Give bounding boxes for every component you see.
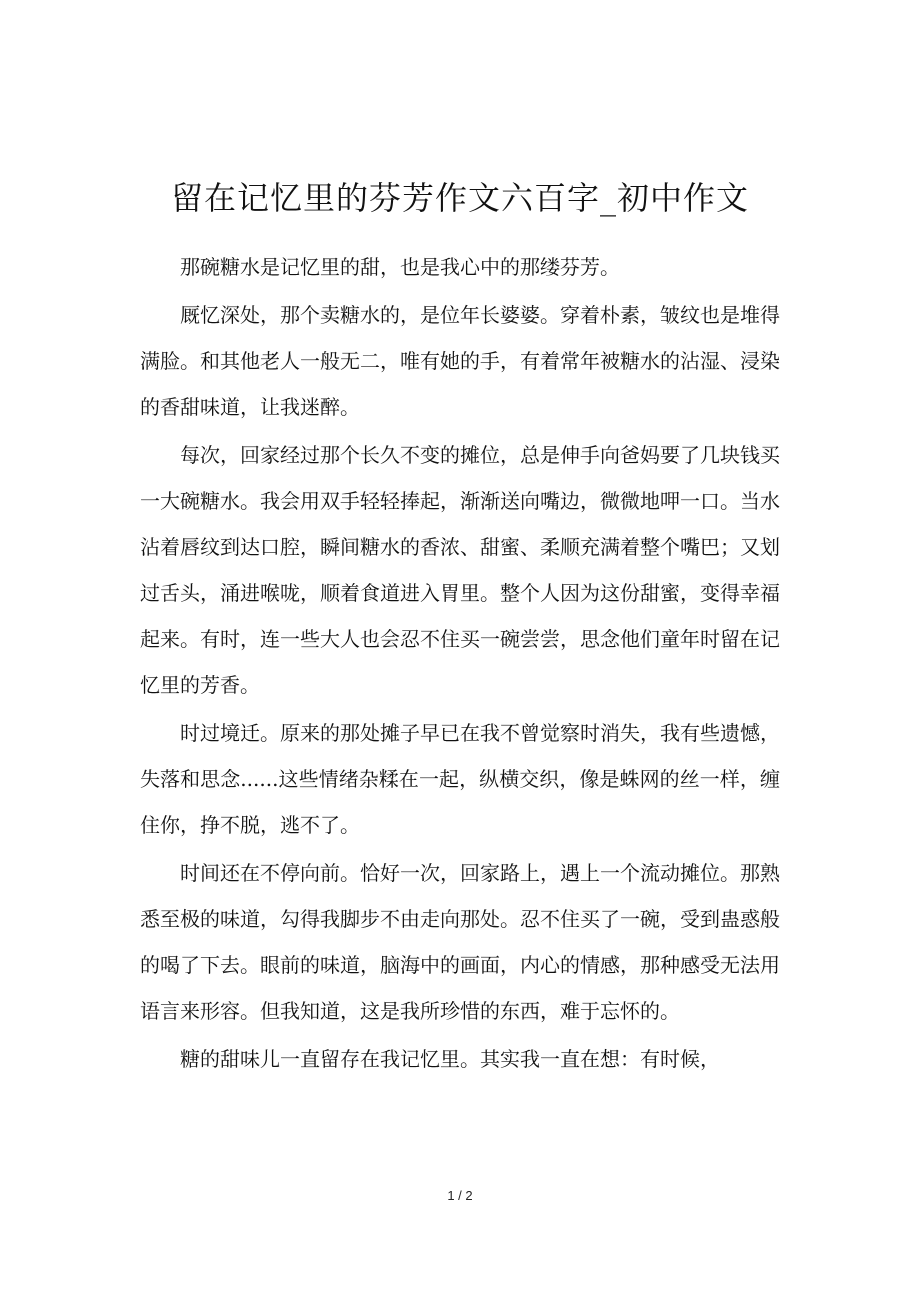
- paragraph-5: 时间还在不停向前。恰好一次，回家路上，遇上一个流动摊位。那熟悉至极的味道，勾得我脚步不由走向那处。忍不住买了一碗，受到蛊惑般的喝了下去。眼前的味道，脑海中的画面，内心的情感，那种感受无法用语言来形容。但我知道，这是我所珍惜的东西，难于忘怀的。: [140, 861, 780, 1023]
- paragraph-3: 每次，回家经过那个长久不变的摊位，总是伸手向爸妈要了几块钱买一大碗糖水。我会用双手轻轻捧起，渐渐送向嘴边，微微地呷一口。当水沾着唇纹到达口腔，瞬间糖水的香浓、甜蜜、柔顺充满着整个嘴巴；又划过舌头，涌进喉咙，顺着食道进入胃里。整个人因为这份甜蜜，变得幸福起来。有时，连一些大人也会忍不住买一碗尝尝，思念他们童年时留在记忆里的芳香。: [140, 443, 780, 697]
- document-title: 留在记忆里的芬芳作文六百字_初中作文: [170, 179, 749, 217]
- page-number: 1 / 2: [447, 1188, 473, 1203]
- document-body: [140, 244, 780, 1084]
- paragraph-1: 那碗糖水是记忆里的甜，也是我心中的那缕芬芳。: [180, 255, 620, 279]
- paragraph-6: 糖的甜味儿一直留存在我记忆里。其实我一直在想：有时候，: [180, 1047, 720, 1071]
- paragraph-4: 时过境迁。原来的那处摊子早已在我不曾觉察时消失，我有些遗憾，失落和思念......这些情绪杂糅在一起，纵横交织，像是蛛网的丝一样，缠住你，挣不脱，逃不了。: [140, 721, 780, 837]
- paragraph-2: 厩忆深处，那个卖糖水的，是位年长婆婆。穿着朴素，皱纹也是堆得满脸。和其他老人一般无二，唯有她的手，有着常年被糖水的沾湿、浸染的香甜味道，让我迷醉。: [140, 303, 780, 419]
